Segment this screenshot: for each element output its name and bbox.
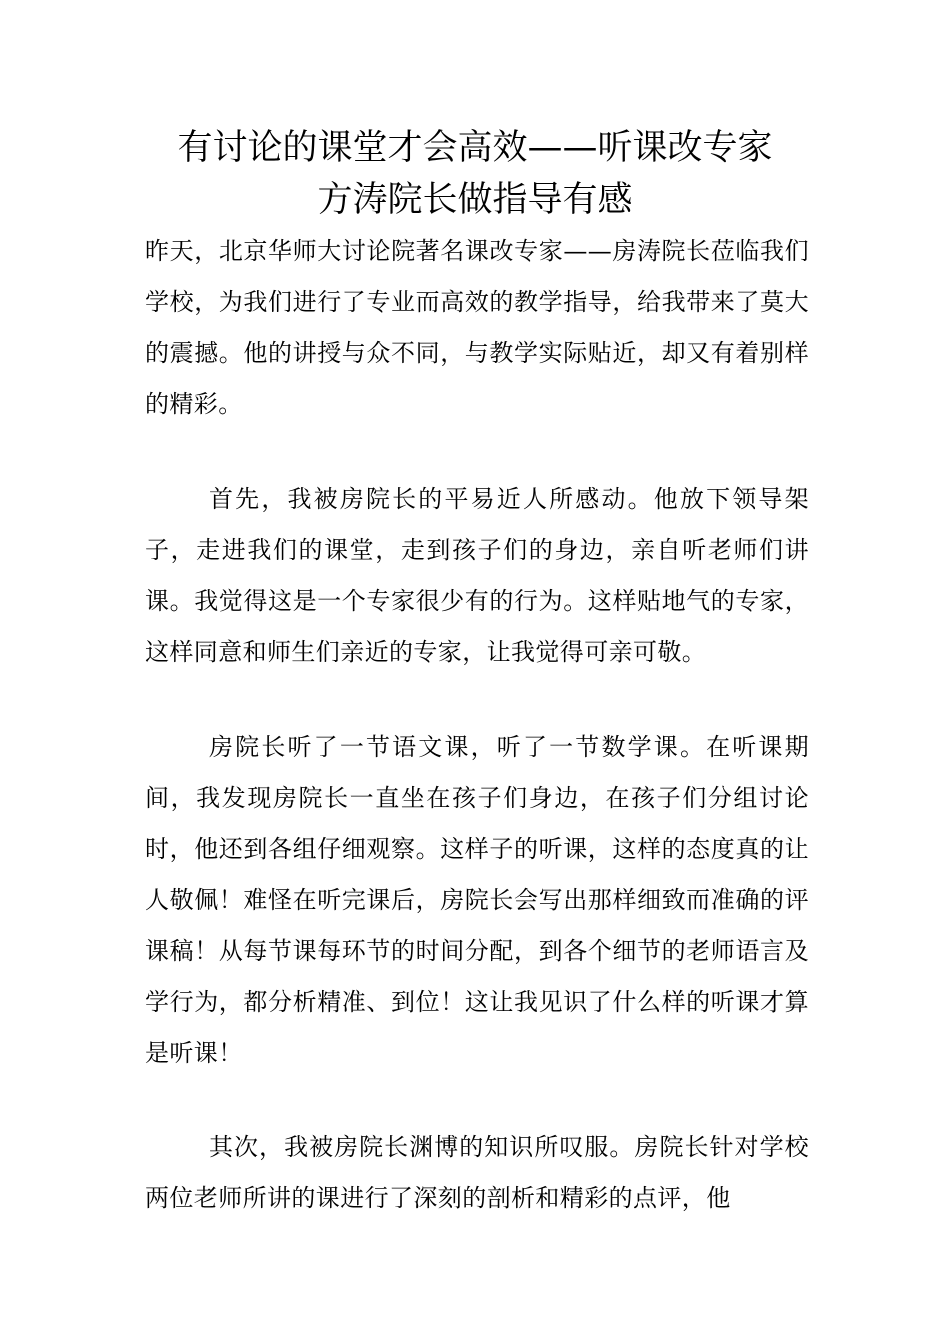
- title-line-2: 方涛院长做指导有感: [317, 180, 633, 220]
- paragraph-second: 其次，我被房院长渊博的知识所叹服。房院长针对学校两位老师所讲的课进行了深刻的剖析和精彩的点评，他: [145, 1133, 809, 1212]
- paragraph-intro: 昨天，北京华师大讨论院著名课改专家——房涛院长莅临我们学校，为我们进行了专业而高效的教学指导，给我带来了莫大的震撼。他的讲授与众不同，与教学实际贴近，却又有着别样的精彩。: [145, 237, 809, 418]
- paragraph-first: 首先，我被房院长的平易近人所感动。他放下领导架子，走进我们的课堂，走到孩子们的身边，亲自听老师们讲课。我觉得这是一个专家很少有的行为。这样贴地气的专家，这样同意和师生们亲近的专家，让我觉得可亲可敬。: [145, 485, 809, 666]
- paragraph-listening: 房院长听了一节语文课，听了一节数学课。在听课期间，我发现房院长一直坐在孩子们身边，在孩子们分组讨论时，他还到各组仔细观察。这样子的听课，这样的态度真的让人敬佩！难怪在听完课后，房院长会写出那样细致而准确的评课稿！从每节课每环节的时间分配，到各个细节的老师语言及学行为，都分析精准、到位！这让我见识了什么样的听课才算是听课！: [145, 733, 809, 1067]
- document-title: [140, 122, 810, 226]
- title-line-1: 有讨论的课堂才会高效——听课改专家: [177, 128, 773, 168]
